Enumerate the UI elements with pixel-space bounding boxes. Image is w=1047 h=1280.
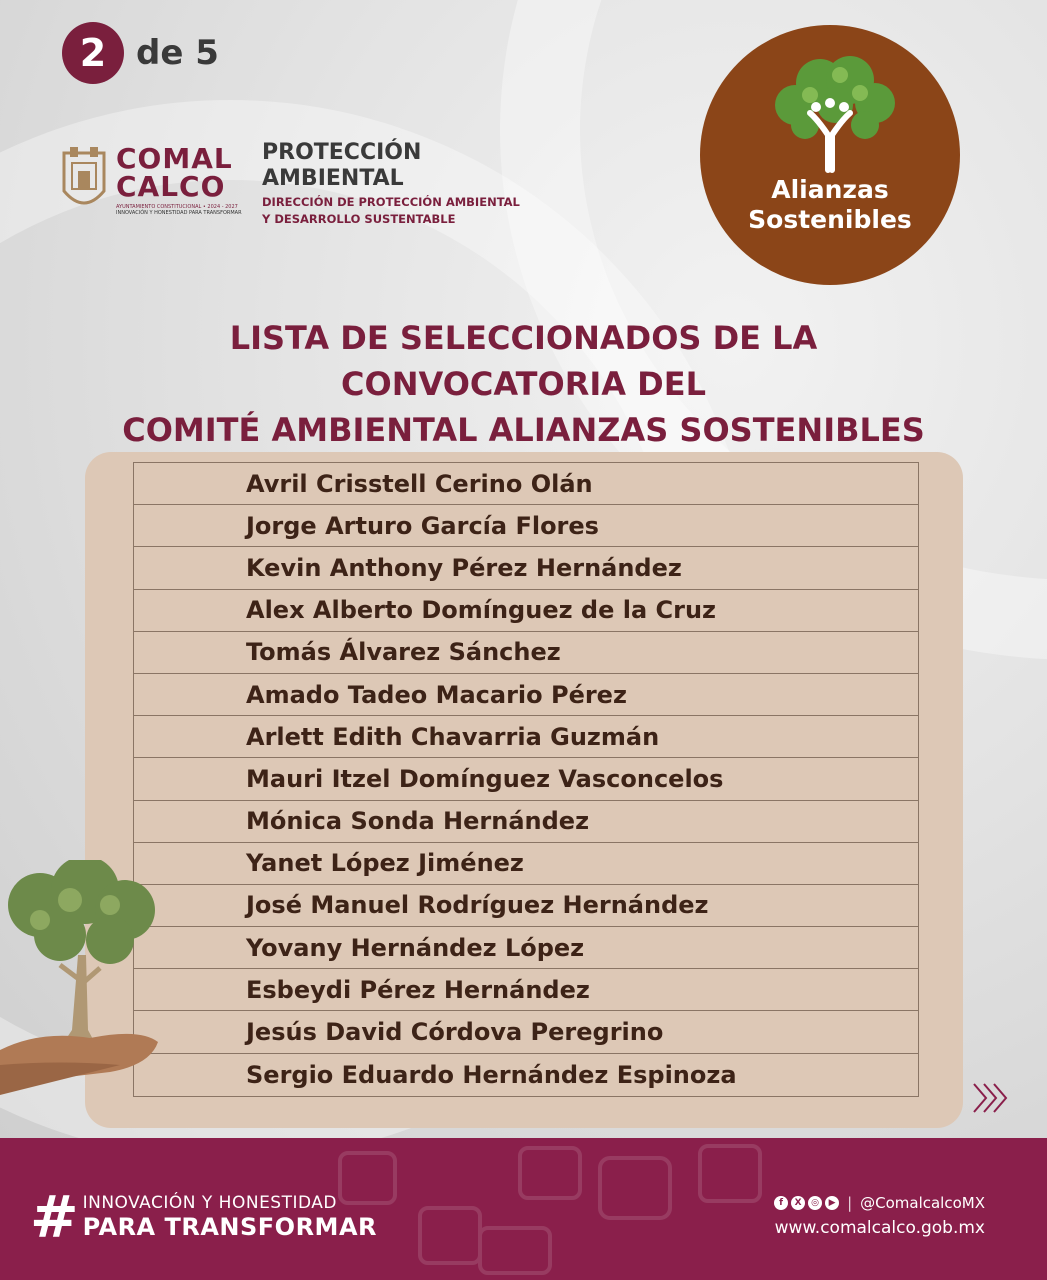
page-title <box>0 315 1047 453</box>
social-info <box>774 1194 985 1238</box>
youtube-icon[interactable]: ▶ <box>825 1196 839 1210</box>
x-icon[interactable]: X <box>791 1196 805 1210</box>
comal-name-line1: COMAL <box>116 142 233 175</box>
title-line1: LISTA DE SELECCIONADOS DE LA <box>229 319 818 357</box>
hashtag-line2: PARA TRANSFORMAR <box>82 1213 377 1241</box>
department-subtitle-line1: DIRECCIÓN DE PROTECCIÓN AMBIENTAL <box>262 195 520 209</box>
comal-name-line2: CALCO <box>116 170 226 203</box>
department-subtitle-line2: Y DESARROLLO SUSTENTABLE <box>262 212 456 226</box>
name-row: Mónica Sonda Hernández <box>134 801 918 843</box>
hashtag-slogan <box>30 1183 377 1251</box>
instagram-icon[interactable]: ◎ <box>808 1196 822 1210</box>
facebook-icon[interactable]: f <box>774 1196 788 1210</box>
name-row: Alex Alberto Domínguez de la Cruz <box>134 590 918 632</box>
tree-people-icon <box>700 25 960 175</box>
name-row: Yovany Hernández López <box>134 927 918 969</box>
tree-in-hands-icon <box>0 860 165 1100</box>
page-number: 2 <box>62 22 124 84</box>
name-row: Jorge Arturo García Flores <box>134 505 918 547</box>
comal-small-text: AYUNTAMIENTO CONSTITUCIONAL • 2024 - 2027 <box>116 204 238 210</box>
name-row: Mauri Itzel Domínguez Vasconcelos <box>134 758 918 800</box>
name-row: Esbeydi Pérez Hernández <box>134 969 918 1011</box>
page-total: de 5 <box>136 33 219 73</box>
department-label <box>262 140 520 226</box>
name-row: José Manuel Rodríguez Hernández <box>134 885 918 927</box>
website-link[interactable]: www.comalcalco.gob.mx <box>774 1218 985 1238</box>
next-page-arrow-icon[interactable] <box>970 1080 1012 1116</box>
alianzas-sostenibles-badge <box>700 25 960 285</box>
separator: | <box>847 1194 853 1212</box>
footer-bar <box>0 1138 1047 1280</box>
department-title-line2: AMBIENTAL <box>262 166 404 191</box>
title-line2: CONVOCATORIA DEL <box>341 365 706 403</box>
social-handle[interactable]: @ComalcalcoMX <box>860 1194 985 1212</box>
comalcalco-logo <box>60 142 242 216</box>
name-row: Avril Crisstell Cerino Olán <box>134 463 918 505</box>
comal-slogan: INNOVACIÓN Y HONESTIDAD PARA TRANSFORMAR <box>116 210 242 216</box>
name-row: Yanet López Jiménez <box>134 843 918 885</box>
comalcalco-crest-icon <box>60 145 108 213</box>
names-table <box>133 462 919 1097</box>
name-row: Sergio Eduardo Hernández Espinoza <box>246 1060 737 1089</box>
name-row: Amado Tadeo Macario Pérez <box>134 674 918 716</box>
department-title-line1: PROTECCIÓN <box>262 140 422 165</box>
name-row: Tomás Álvarez Sánchez <box>134 632 918 674</box>
name-row: Arlett Edith Chavarria Guzmán <box>134 716 918 758</box>
badge-line1: Alianzas <box>771 175 889 204</box>
badge-line2: Sostenibles <box>748 205 912 234</box>
name-row: Jesús David Córdova Peregrino <box>134 1011 918 1053</box>
hashtag-line1: INNOVACIÓN Y HONESTIDAD <box>82 1193 338 1213</box>
page-counter <box>62 22 219 84</box>
hashtag-symbol: # <box>30 1183 79 1251</box>
title-line3: COMITÉ AMBIENTAL ALIANZAS SOSTENIBLES <box>122 411 925 449</box>
name-row: Kevin Anthony Pérez Hernández <box>134 547 918 589</box>
